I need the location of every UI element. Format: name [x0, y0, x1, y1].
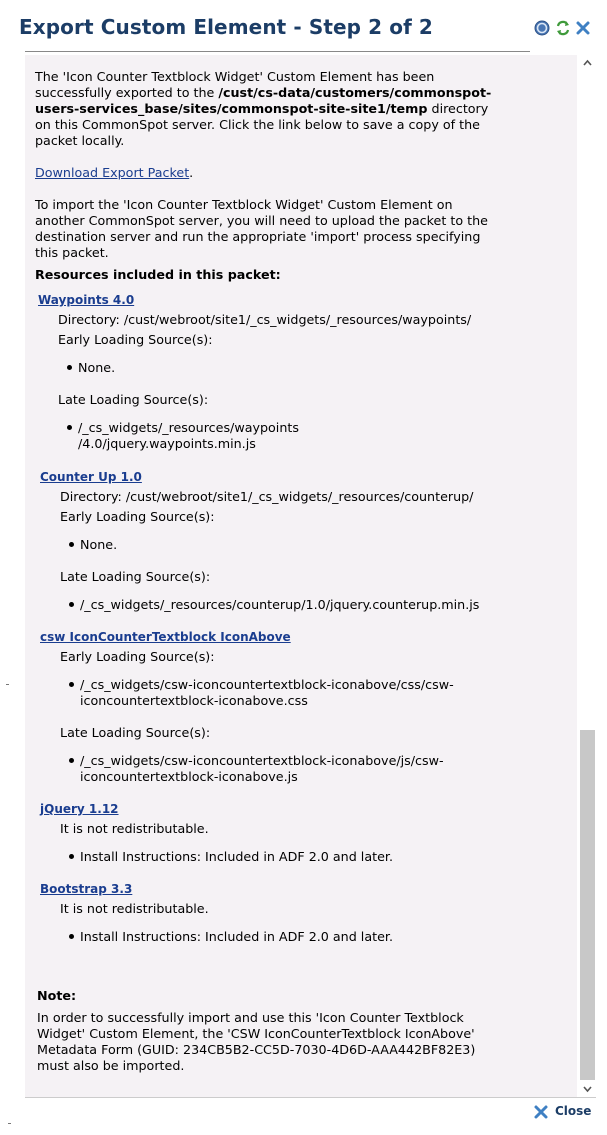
- bullet: [69, 934, 74, 939]
- list-item: None.: [78, 360, 116, 375]
- resources-heading: Resources included in this packet:: [35, 267, 281, 282]
- resource-link-counter-up[interactable]: Counter Up 1.0: [40, 470, 142, 484]
- bullet: [67, 425, 72, 430]
- bullet: [69, 854, 74, 859]
- late-loading-label: Late Loading Source(s):: [60, 725, 211, 740]
- export-results-panel[interactable]: [25, 55, 577, 1097]
- note-text-line: Metadata Form (GUID: 234CB5B2-CC5D-7030-4D6D-AAA442BF82E3): [37, 1042, 476, 1057]
- dialog-header: [0, 0, 607, 52]
- resource-link-jquery[interactable]: jQuery 1.12: [40, 802, 119, 816]
- refresh-icon[interactable]: [555, 20, 571, 36]
- resource-link-csw-iconcountertextblock[interactable]: csw IconCounterTextblock IconAbove: [40, 630, 291, 644]
- import-text-line: another CommonSpot server, you will need to upload the packet to the: [35, 213, 488, 228]
- early-loading-label: Early Loading Source(s):: [58, 332, 213, 347]
- early-loading-label: Early Loading Source(s):: [60, 649, 215, 664]
- intro-text-line: packet locally.: [35, 133, 125, 148]
- import-text-line: this packet.: [35, 245, 109, 260]
- list-item-cont: iconcountertextblock-iconabove.js: [80, 769, 298, 784]
- bullet: [67, 365, 72, 370]
- scroll-up-arrow-icon[interactable]: [583, 59, 592, 67]
- intro-text: The 'Icon Counter Textblock Widget' Custom Element has been: [35, 69, 435, 84]
- help-icon[interactable]: [534, 20, 550, 36]
- bullet: [69, 602, 74, 607]
- resource-link-waypoints[interactable]: Waypoints 4.0: [38, 293, 135, 307]
- import-text-line: To import the 'Icon Counter Textblock Widget' Custom Element on: [35, 197, 453, 212]
- late-loading-label: Late Loading Source(s):: [58, 392, 209, 407]
- title-divider: [25, 51, 530, 52]
- early-loading-label: Early Loading Source(s):: [60, 509, 215, 524]
- list-item: /_cs_widgets/_resources/waypoints: [78, 420, 299, 435]
- list-item: None.: [80, 537, 118, 552]
- scrollbar-thumb[interactable]: [580, 730, 595, 1080]
- scroll-down-arrow-icon[interactable]: [583, 1085, 592, 1093]
- resource-note: It is not redistributable.: [60, 901, 209, 916]
- download-export-packet-link[interactable]: Download Export Packet: [35, 165, 190, 180]
- list-item-cont: iconcountertextblock-iconabove.css: [80, 693, 308, 708]
- list-item: /_cs_widgets/csw-iconcountertextblock-iconabove/js/csw-: [80, 753, 444, 768]
- late-loading-label: Late Loading Source(s):: [60, 569, 211, 584]
- resource-directory: Directory: /cust/webroot/site1/_cs_widgets/_resources/counterup/: [60, 489, 474, 504]
- resource-note: It is not redistributable.: [60, 821, 209, 836]
- list-item: Install Instructions: Included in ADF 2.0 and later.: [80, 929, 393, 944]
- intro-text-line: on this CommonSpot server. Click the link below to save a copy of the: [35, 117, 480, 132]
- edge-tick: [6, 684, 9, 685]
- close-label: Close: [555, 1104, 592, 1118]
- dialog-title: Export Custom Element - Step 2 of 2: [19, 15, 433, 39]
- resource-link-bootstrap[interactable]: Bootstrap 3.3: [40, 882, 133, 896]
- close-icon: [533, 1104, 549, 1120]
- note-text-line: Widget' Custom Element, the 'CSW IconCounterTextblock IconAbove': [37, 1026, 475, 1041]
- close-icon[interactable]: [575, 20, 591, 36]
- download-line: Download Export Packet.: [35, 165, 194, 180]
- bullet: [69, 682, 74, 687]
- vertical-scrollbar[interactable]: [579, 55, 596, 1097]
- list-item: Install Instructions: Included in ADF 2.0 and later.: [80, 849, 393, 864]
- bullet: [69, 758, 74, 763]
- list-item: /_cs_widgets/_resources/counterup/1.0/jquery.counterup.min.js: [80, 597, 480, 612]
- export-path: /cust/cs-data/customers/commonspot-: [218, 85, 492, 100]
- close-button[interactable]: [531, 1103, 593, 1121]
- import-text-line: destination server and run the appropriate 'import' process specifying: [35, 229, 481, 244]
- intro-text-line: users-services_base/sites/commonspot-site-site1/temp directory: [35, 101, 489, 116]
- note-text-line: In order to successfully import and use this 'Icon Counter Textblock: [37, 1010, 464, 1025]
- bullet: [69, 542, 74, 547]
- note-heading: Note:: [37, 988, 77, 1003]
- footer-divider: [25, 1097, 596, 1098]
- note-text-line: must also be imported.: [37, 1058, 185, 1073]
- intro-text-line: successfully exported to the /cust/cs-data/customers/commonspot-: [35, 85, 492, 100]
- list-item: /_cs_widgets/csw-iconcountertextblock-iconabove/css/csw-: [80, 677, 454, 692]
- export-path-cont: users-services_base/sites/commonspot-site-site1/temp: [35, 101, 428, 116]
- list-item-cont: /4.0/jquery.waypoints.min.js: [78, 436, 256, 451]
- edge-tick: [8, 1123, 11, 1124]
- resource-directory: Directory: /cust/webroot/site1/_cs_widgets/_resources/waypoints/: [58, 312, 472, 327]
